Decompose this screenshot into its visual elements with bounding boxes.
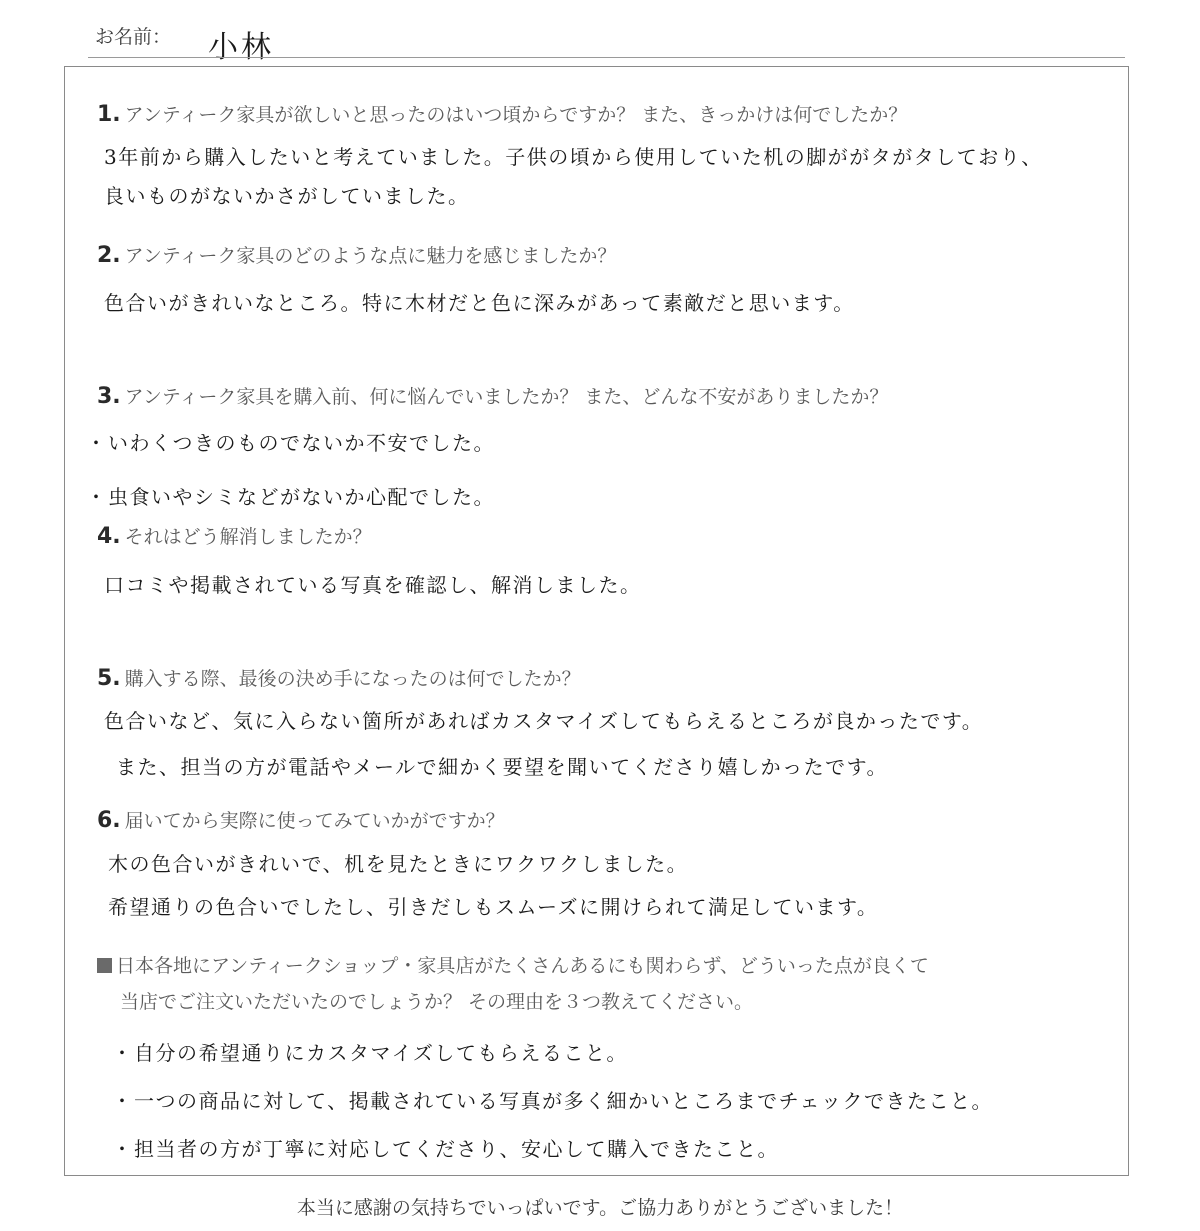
extra-question-line-1: 日本各地にアンティークショップ・家具店がたくさんあるにも関わらず、どういった点が良くて: [97, 951, 929, 978]
question-text: 購入する際、最後の決め手になったのは何でしたか？: [124, 668, 581, 690]
bullet-dot: ・: [112, 1137, 134, 1161]
name-value: 小林: [208, 30, 274, 65]
answer-1-line-2: 良いものがないかさがしていました。: [104, 184, 470, 208]
question-5: [97, 664, 581, 691]
question-1: [97, 100, 907, 127]
question-number: 5.: [97, 666, 121, 691]
bullet-dot: ・: [86, 485, 108, 509]
bullet-dot: ・: [112, 1089, 134, 1113]
answer-1-line-1: 3年前から購入したいと考えていました。子供の頃から使用していた机の脚ががタがタしており、: [104, 145, 1043, 169]
answer-6-line-1: 木の色合いがきれいで、机を見たときにワクワクしました。: [108, 852, 689, 876]
square-bullet-icon: [97, 958, 112, 973]
answer-5-line-2: また、担当の方が電話やメールで細かく要望を聞いてくださり嬉しかったです。: [116, 755, 888, 779]
question-text: アンティーク家具のどのような点に魅力を感じましたか？: [124, 245, 617, 267]
reason-1: ・自分の希望通りにカスタマイズしてもらえること。: [112, 1037, 628, 1066]
bullet-dot: ・: [112, 1041, 134, 1065]
question-number: 1.: [97, 102, 121, 127]
extra-question-line-2: 当店でご注文いただいたのでしょうか？ その理由を３つ教えてください。: [120, 991, 754, 1013]
question-2: [97, 241, 616, 268]
question-text: 届いてから実際に使ってみていかがですか？: [124, 810, 505, 832]
question-number: 3.: [97, 384, 121, 409]
question-3: [97, 382, 888, 409]
question-number: 6.: [97, 808, 121, 833]
reason-2: ・一つの商品に対して、掲載されている写真が多く細かいところまでチェックできたこと。: [112, 1085, 993, 1114]
answer-4-line-1: 口コミや掲載されている写真を確認し、解消しました。: [104, 573, 642, 597]
question-number: 4.: [97, 524, 121, 549]
question-text: それはどう解消しましたか？: [124, 526, 372, 548]
bullet-dot: ・: [86, 431, 108, 455]
reason-3: ・担当者の方が丁寧に対応してくださり、安心して購入できたこと。: [112, 1133, 779, 1162]
name-label: お名前：: [95, 26, 172, 48]
answer-3-line-2: ・虫食いやシミなどがないか心配でした。: [86, 481, 495, 510]
question-text: アンティーク家具を購入前、何に悩んでいましたか？ また、どんな不安がありましたか？: [124, 386, 889, 408]
answer-5-line-1: 色合いなど、気に入らない箇所があればカスタマイズしてもらえるところが良かったです。: [104, 709, 984, 733]
name-underline: [88, 57, 1125, 58]
answer-2-line-1: 色合いがきれいなところ。特に木材だと色に深みがあって素敵だと思います。: [104, 291, 855, 315]
question-text: アンティーク家具が欲しいと思ったのはいつ頃からですか？ また、きっかけは何でしたか？: [124, 104, 908, 126]
answer-6-line-2: 希望通りの色合いでしたし、引きだしもスムーズに開けられて満足しています。: [108, 895, 879, 919]
question-6: [97, 806, 505, 833]
answer-3-line-1: ・いわくつきのものでないか不安でした。: [86, 427, 495, 456]
question-4: [97, 522, 372, 549]
thank-you-message: 本当に感謝の気持ちでいっぱいです。ご協力ありがとうございました！: [296, 1197, 904, 1219]
question-number: 2.: [97, 243, 121, 268]
